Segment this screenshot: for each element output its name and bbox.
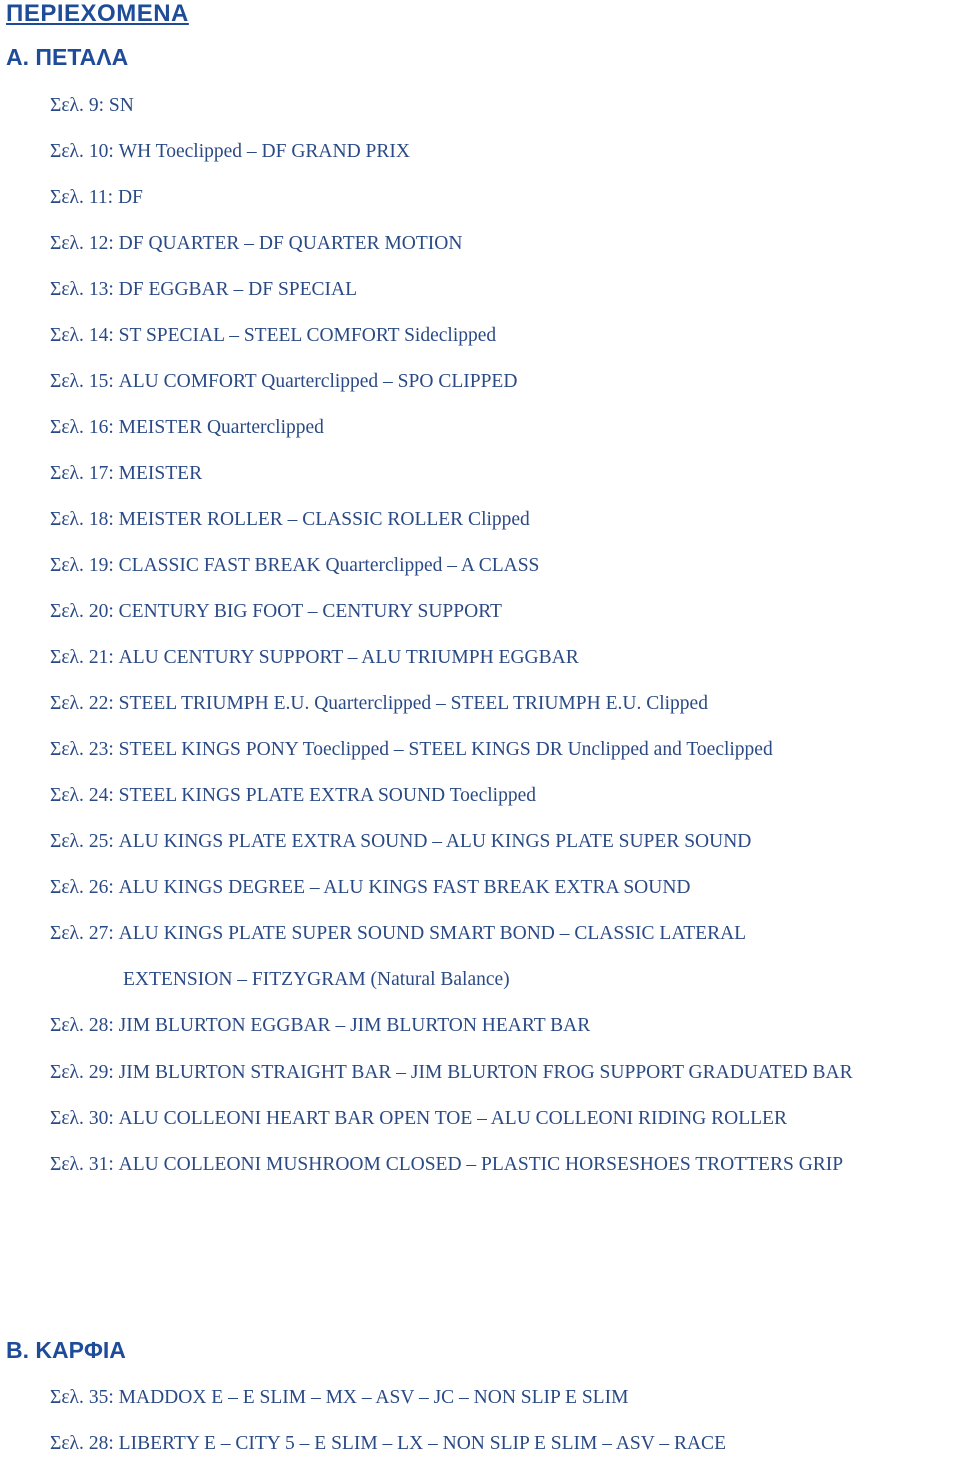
list-item bbox=[50, 876, 691, 900]
list-item bbox=[50, 324, 496, 348]
entry-prefix: Σελ. bbox=[50, 279, 84, 300]
entry-text: 25: ALU KINGS PLATE EXTRA SOUND – ALU KINGS PLATE SUPER SOUND bbox=[88, 831, 752, 852]
entry-prefix: Σελ. bbox=[50, 141, 84, 162]
entry-prefix: Σελ. bbox=[50, 601, 84, 622]
list-item bbox=[50, 784, 536, 808]
entry-text: 27: ALU KINGS PLATE SUPER SOUND SMART BOND – CLASSIC LATERAL bbox=[88, 923, 747, 944]
entry-prefix: Σελ. bbox=[50, 1108, 84, 1129]
entry-text: 20: CENTURY BIG FOOT – CENTURY SUPPORT bbox=[88, 601, 502, 622]
list-item bbox=[50, 600, 502, 624]
entry-prefix: Σελ. bbox=[50, 877, 84, 898]
page-title: ΠΕΡΙΕΧΟΜΕΝΑ bbox=[6, 0, 189, 27]
entry-prefix: Σελ. bbox=[50, 463, 84, 484]
entry-prefix: Σελ. bbox=[50, 325, 84, 346]
list-item bbox=[50, 1386, 628, 1410]
list-item bbox=[50, 416, 324, 440]
entry-text: 22: STEEL TRIUMPH E.U. Quarterclipped – STEEL TRIUMPH E.U. Clipped bbox=[88, 693, 708, 714]
list-item bbox=[50, 1153, 843, 1177]
entry-prefix: Σελ. bbox=[50, 693, 84, 714]
list-item-continuation: EXTENSION – FITZYGRAM (Natural Balance) bbox=[123, 969, 510, 990]
entry-text: 18: MEISTER ROLLER – CLASSIC ROLLER Clipped bbox=[88, 509, 530, 530]
entry-text: 21: ALU CENTURY SUPPORT – ALU TRIUMPH EGGBAR bbox=[88, 647, 579, 668]
list-item bbox=[50, 646, 579, 670]
entry-text: 16: MEISTER Quarterclipped bbox=[88, 417, 324, 438]
list-item bbox=[50, 1014, 590, 1038]
entry-prefix: Σελ. bbox=[50, 647, 84, 668]
section-heading-petala: Α. ΠΕΤΑΛΑ bbox=[6, 44, 129, 70]
entry-text: 35: MADDOX E – E SLIM – MX – ASV – JC – NON SLIP E SLIM bbox=[88, 1387, 629, 1408]
list-item bbox=[50, 278, 357, 302]
entry-prefix: Σελ. bbox=[50, 1433, 84, 1454]
list-item bbox=[50, 1432, 726, 1456]
entry-prefix: Σελ. bbox=[50, 187, 84, 208]
list-item bbox=[50, 462, 202, 486]
entry-text: 31: ALU COLLEONI MUSHROOM CLOSED – PLASTIC HORSESHOES TROTTERS GRIP bbox=[88, 1154, 844, 1175]
entry-prefix: Σελ. bbox=[50, 1062, 84, 1083]
entry-text: 28: LIBERTY E – CITY 5 – E SLIM – LX – NON SLIP E SLIM – ASV – RACE bbox=[88, 1433, 726, 1454]
entry-prefix: Σελ. bbox=[50, 1154, 84, 1175]
entry-prefix: Σελ. bbox=[50, 785, 84, 806]
entry-prefix: Σελ. bbox=[50, 739, 84, 760]
entry-text: 14: ST SPECIAL – STEEL COMFORT Sideclipped bbox=[88, 325, 497, 346]
list-item bbox=[50, 922, 746, 946]
list-item bbox=[50, 370, 517, 394]
entry-prefix: Σελ. bbox=[50, 509, 84, 530]
list-item bbox=[50, 140, 410, 164]
entry-text: 24: STEEL KINGS PLATE EXTRA SOUND Toeclipped bbox=[88, 785, 536, 806]
list-item bbox=[50, 94, 134, 118]
entry-text: 19: CLASSIC FAST BREAK Quarterclipped – A CLASS bbox=[88, 555, 540, 576]
entry-prefix: Σελ. bbox=[50, 371, 84, 392]
entry-text: 15: ALU COMFORT Quarterclipped – SPO CLIPPED bbox=[88, 371, 518, 392]
entry-prefix: Σελ. bbox=[50, 555, 84, 576]
list-item bbox=[50, 232, 462, 256]
entry-prefix: Σελ. bbox=[50, 417, 84, 438]
entry-text: 9: SN bbox=[88, 95, 134, 116]
entry-text: 26: ALU KINGS DEGREE – ALU KINGS FAST BREAK EXTRA SOUND bbox=[88, 877, 691, 898]
list-item bbox=[50, 508, 530, 532]
entry-text: 10: WH Toeclipped – DF GRAND PRIX bbox=[88, 141, 410, 162]
entry-prefix: Σελ. bbox=[50, 95, 84, 116]
list-item bbox=[50, 1107, 787, 1131]
entry-text: 28: JIM BLURTON EGGBAR – JIM BLURTON HEART BAR bbox=[88, 1015, 591, 1036]
list-item bbox=[50, 830, 751, 854]
list-item bbox=[50, 738, 773, 762]
entry-prefix: Σελ. bbox=[50, 1387, 84, 1408]
entry-text: 23: STEEL KINGS PONY Toeclipped – STEEL KINGS DR Unclipped and Toeclipped bbox=[88, 739, 773, 760]
entry-prefix: Σελ. bbox=[50, 923, 84, 944]
section-heading-karfia: Β. ΚΑΡΦΙΑ bbox=[6, 1337, 126, 1363]
list-item bbox=[50, 692, 708, 716]
entry-prefix: Σελ. bbox=[50, 1015, 84, 1036]
entry-prefix: Σελ. bbox=[50, 831, 84, 852]
entry-text: 11: DF bbox=[88, 187, 143, 208]
entry-text: 29: JIM BLURTON STRAIGHT BAR – JIM BLURTON FROG SUPPORT GRADUATED BAR bbox=[88, 1062, 853, 1083]
entry-text: 17: MEISTER bbox=[88, 463, 203, 484]
list-item bbox=[50, 1061, 853, 1085]
entry-text: 30: ALU COLLEONI HEART BAR OPEN TOE – ALU COLLEONI RIDING ROLLER bbox=[88, 1108, 787, 1129]
entry-text: 12: DF QUARTER – DF QUARTER MOTION bbox=[88, 233, 463, 254]
entry-text: 13: DF EGGBAR – DF SPECIAL bbox=[88, 279, 358, 300]
list-item bbox=[50, 186, 143, 210]
list-item bbox=[50, 554, 539, 578]
entry-prefix: Σελ. bbox=[50, 233, 84, 254]
